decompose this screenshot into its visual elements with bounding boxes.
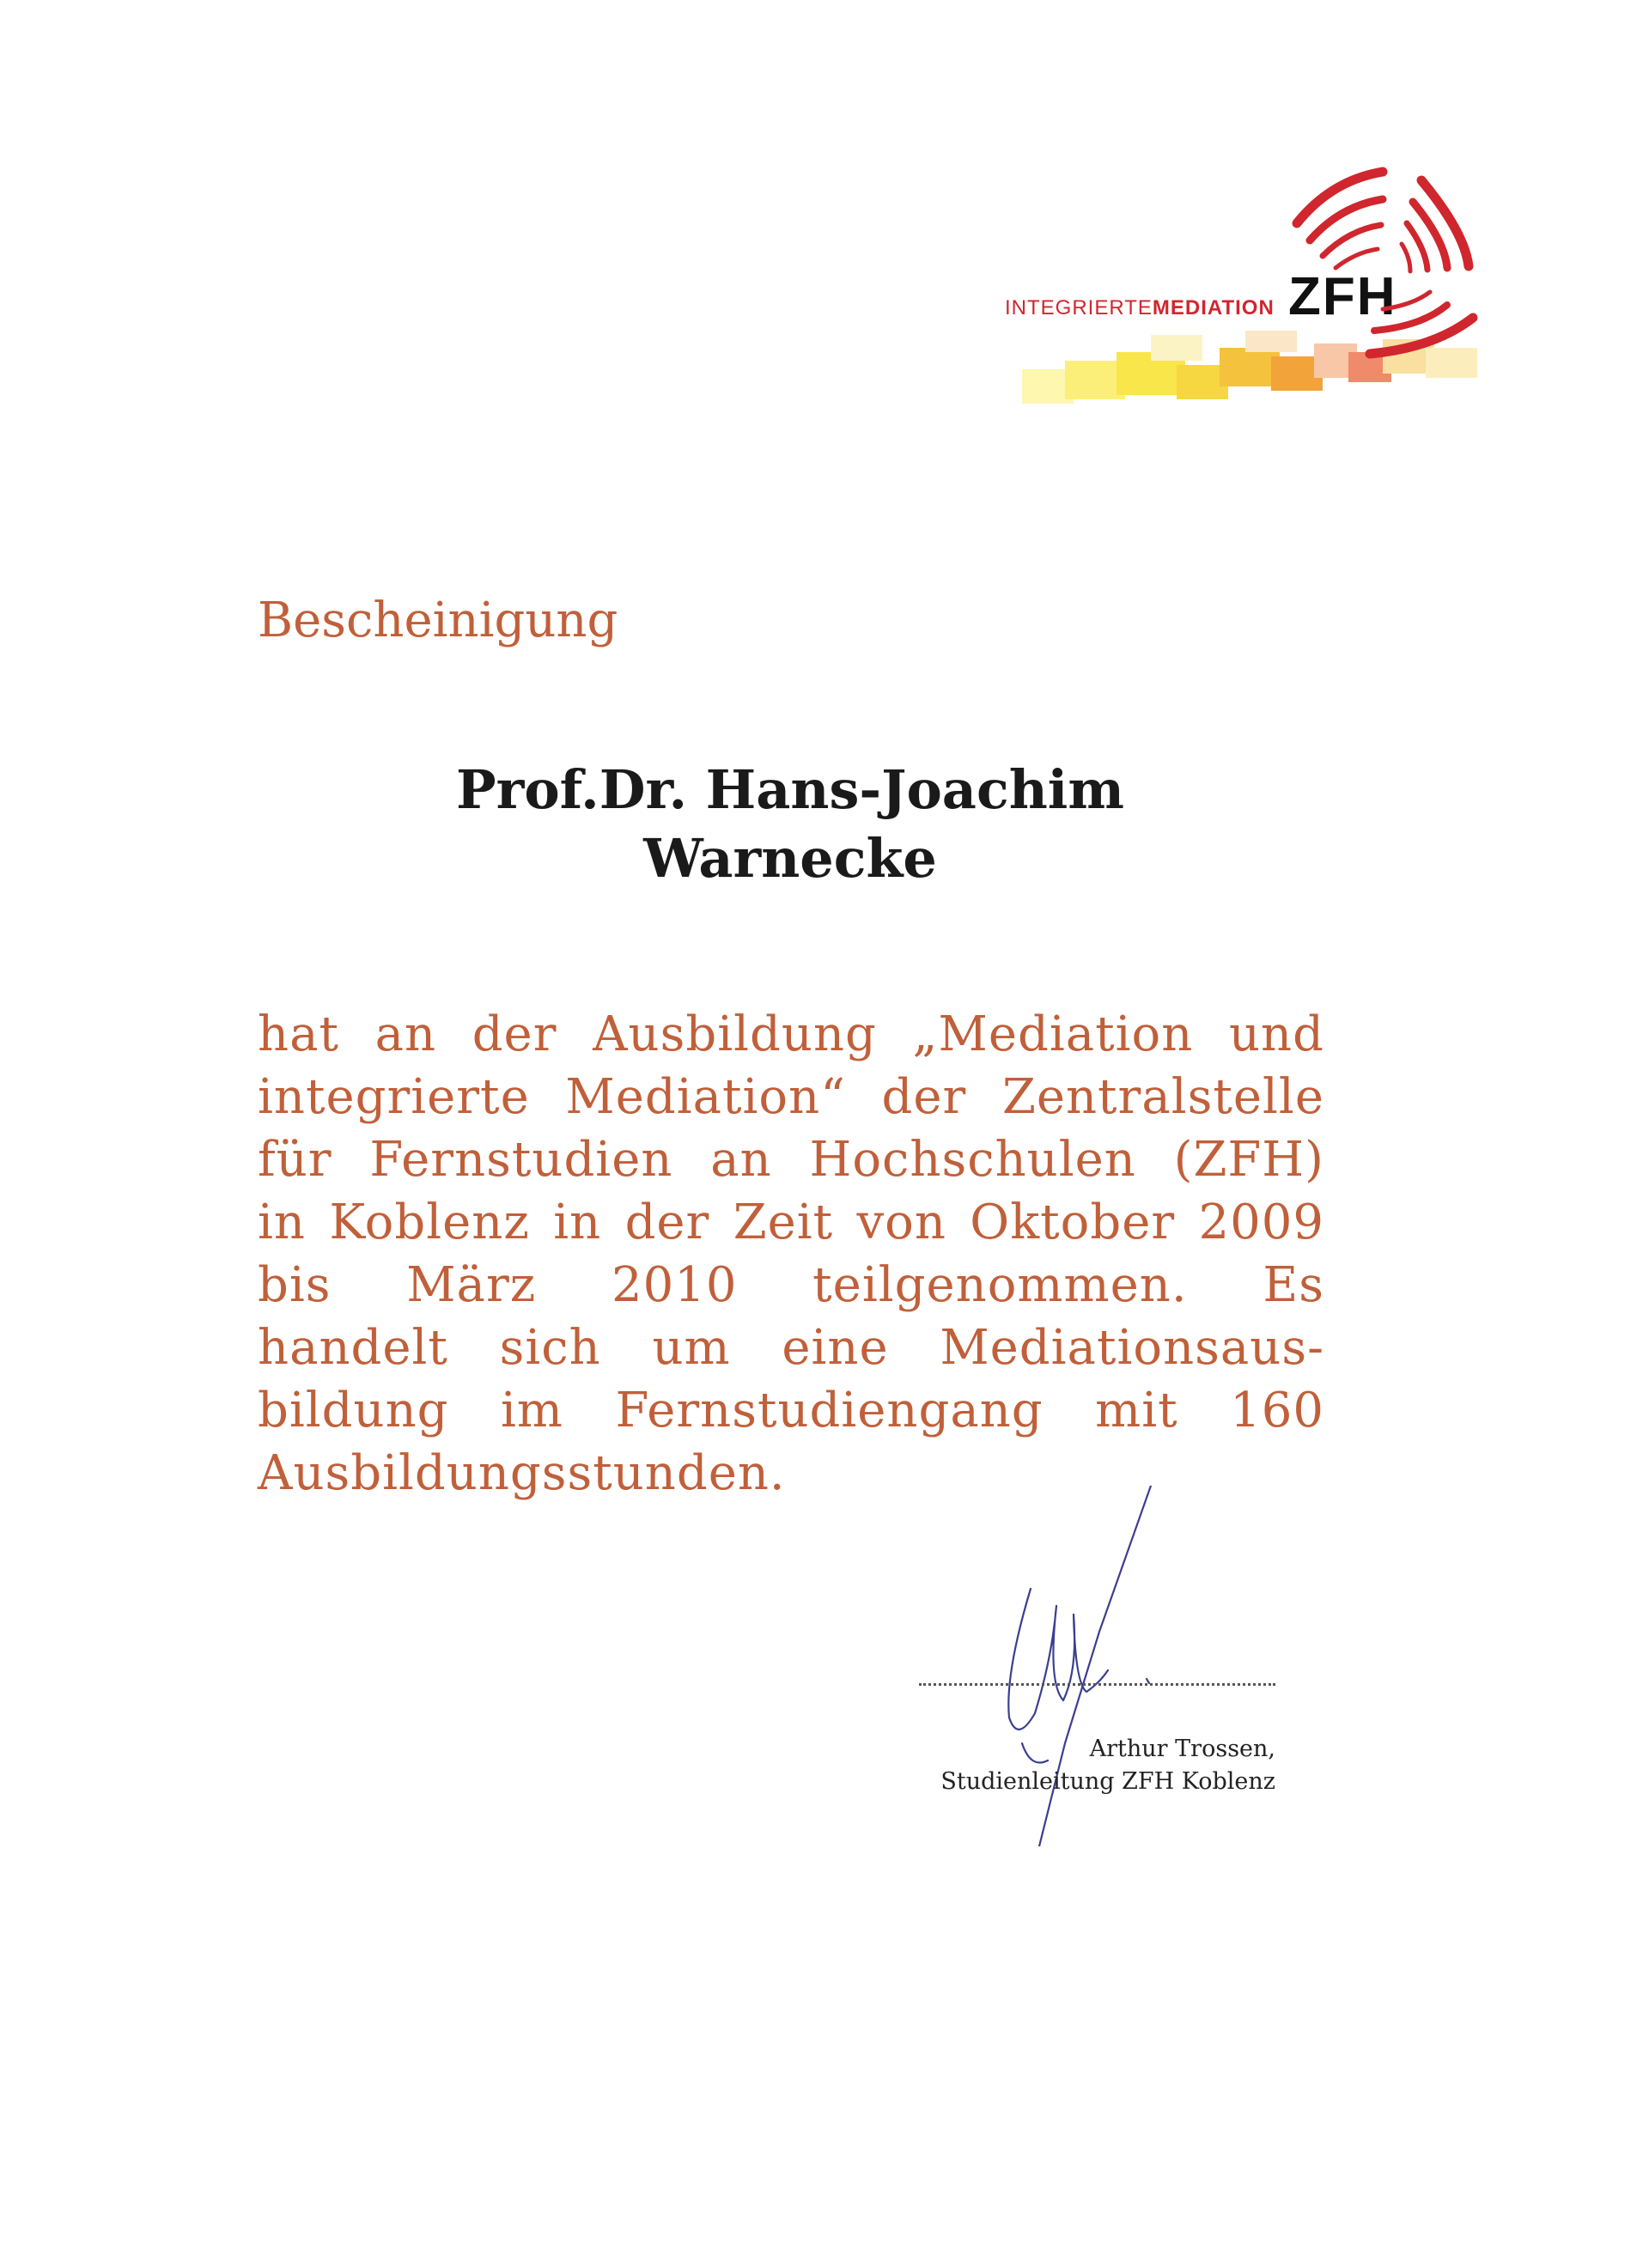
recipient-name-line-1: Prof.Dr. Hans-Joachim — [456, 758, 1124, 821]
body-word: sich — [499, 1320, 601, 1376]
logo-prefix: INTEGRIERTE — [1005, 296, 1153, 319]
body-word: der — [472, 1006, 557, 1062]
body-word: 2010 — [611, 1257, 738, 1313]
signer-block — [859, 1733, 1275, 1798]
body-line — [258, 1379, 1324, 1442]
signer-name: Arthur Trossen, — [1089, 1736, 1275, 1762]
logo-abbreviation: ZFH — [1288, 267, 1397, 326]
body-word: März — [406, 1257, 537, 1313]
body-word: Ausbildungsstunden. — [258, 1445, 786, 1501]
body-word: für — [258, 1132, 332, 1188]
body-word: im — [500, 1383, 563, 1438]
body-line — [258, 1128, 1324, 1191]
zfh-logo — [1005, 155, 1486, 421]
body-line — [258, 1254, 1324, 1316]
document-title: Bescheinigung — [258, 593, 618, 648]
body-word: Mediationsaus- — [940, 1320, 1324, 1376]
body-word: und — [1228, 1006, 1324, 1062]
body-line — [258, 1442, 1324, 1505]
body-line — [258, 1191, 1324, 1254]
body-word: in — [553, 1195, 602, 1250]
recipient-name-line-2: Warnecke — [643, 827, 937, 890]
signer-role: Studienleitung ZFH Koblenz — [940, 1768, 1275, 1795]
body-word: Mediation“ — [565, 1069, 846, 1125]
body-word: Zeit — [733, 1195, 834, 1250]
body-word: bis — [258, 1257, 332, 1313]
body-word: in — [258, 1195, 306, 1250]
body-word: Oktober — [970, 1195, 1176, 1250]
body-word: Fernstudiengang — [615, 1383, 1044, 1438]
body-word: „Mediation — [912, 1006, 1194, 1062]
signal-waves-icon — [1263, 155, 1486, 386]
body-line — [258, 1316, 1324, 1379]
body-word: der — [881, 1069, 967, 1125]
body-word: Fernstudien — [369, 1132, 673, 1188]
body-word: (ZFH) — [1173, 1132, 1324, 1188]
body-word: teilgenommen. — [812, 1257, 1188, 1313]
body-word: 2009 — [1198, 1195, 1324, 1250]
certificate-body — [258, 1003, 1324, 1505]
body-line — [258, 1003, 1324, 1066]
body-word: von — [856, 1195, 946, 1250]
body-word: bildung — [258, 1383, 449, 1438]
body-word: Koblenz — [329, 1195, 530, 1250]
body-word: an — [710, 1132, 772, 1188]
recipient-name — [258, 756, 1323, 893]
body-word: an — [374, 1006, 437, 1062]
logo-wordmark — [1005, 296, 1275, 320]
body-word: eine — [782, 1320, 889, 1376]
body-word: Zentralstelle — [1001, 1069, 1324, 1125]
body-word: handelt — [258, 1320, 448, 1376]
body-word: der — [624, 1195, 710, 1250]
signature-line — [919, 1683, 1275, 1686]
body-word: Es — [1263, 1257, 1324, 1313]
body-word: 160 — [1230, 1383, 1324, 1438]
body-word: integrierte — [258, 1069, 530, 1125]
body-line — [258, 1066, 1324, 1128]
logo-highlight: MEDIATION — [1152, 296, 1275, 319]
body-word: mit — [1095, 1383, 1178, 1438]
body-word: Hochschulen — [809, 1132, 1136, 1188]
body-word: Ausbildung — [593, 1006, 877, 1062]
body-word: um — [652, 1320, 731, 1376]
body-word: hat — [258, 1006, 339, 1062]
